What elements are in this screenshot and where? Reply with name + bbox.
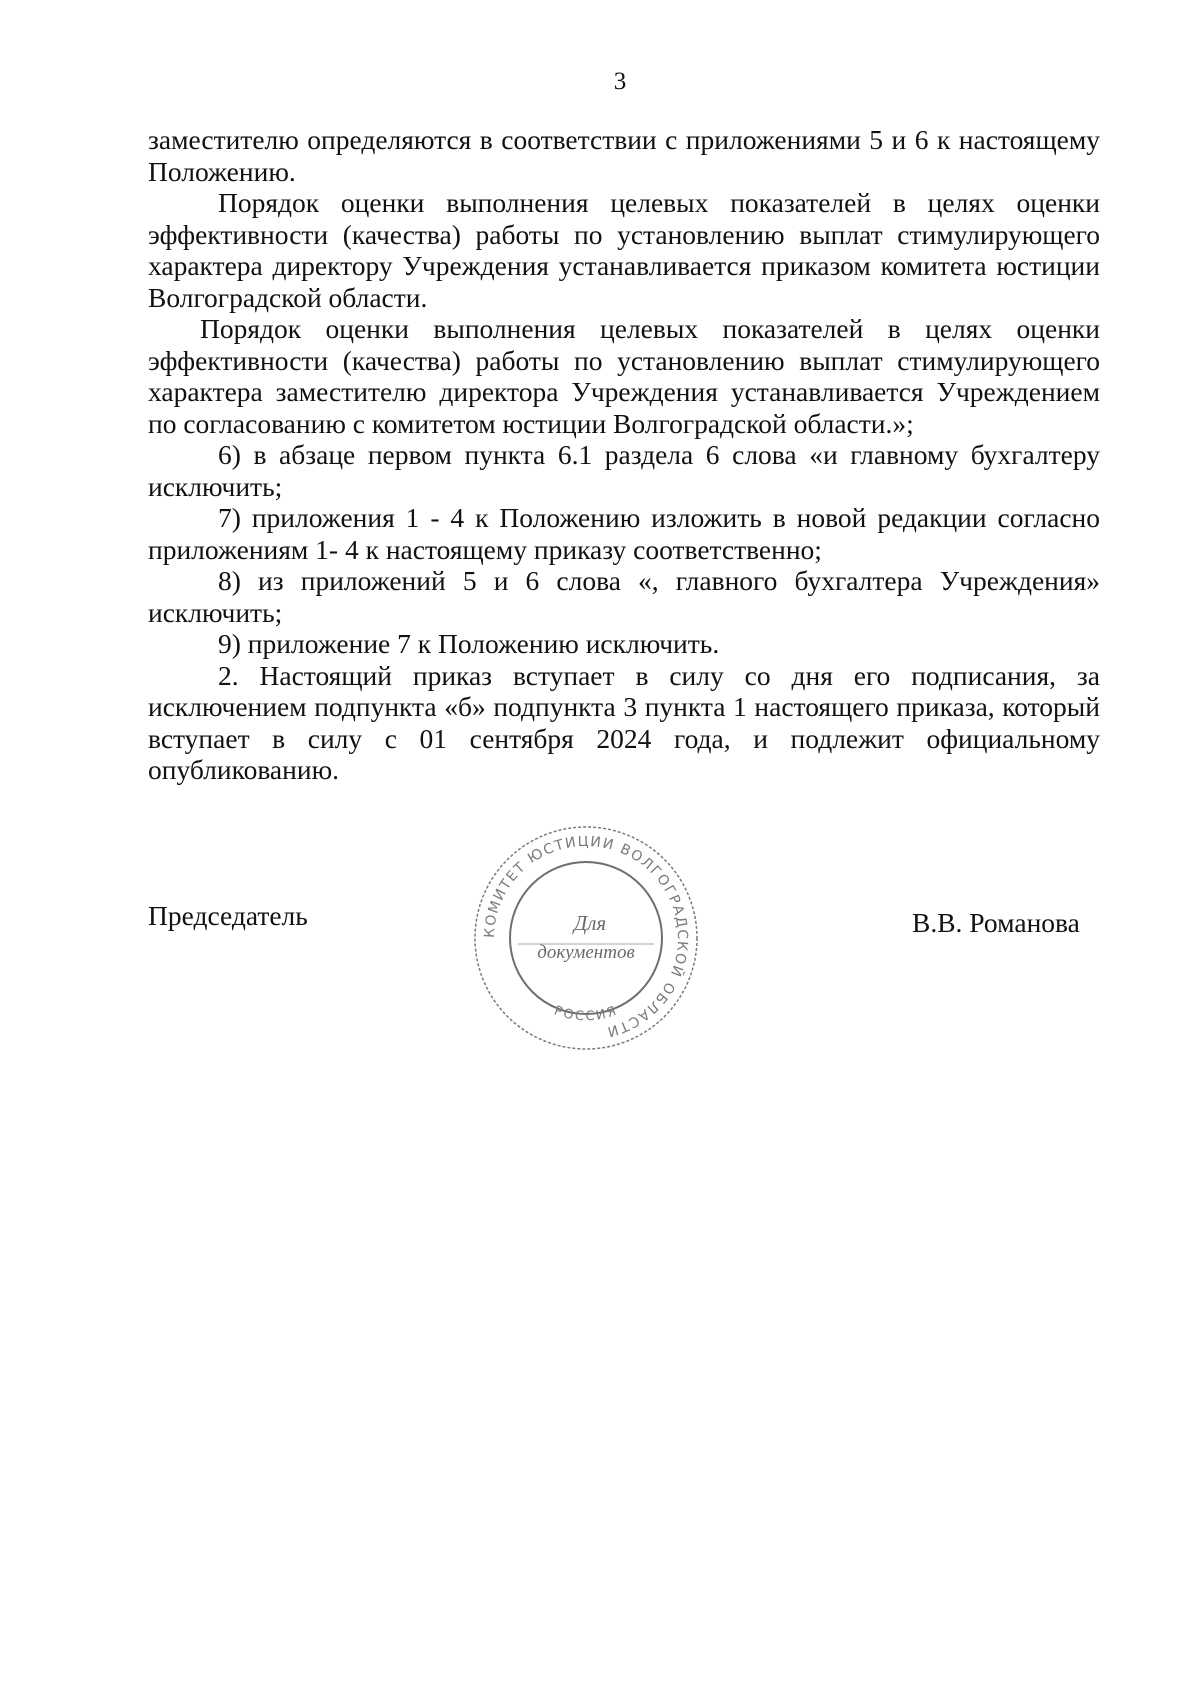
signature-name: В.В. Романова [912,907,1080,938]
signature-title: Председатель [148,900,308,931]
official-seal [470,822,702,1054]
seal-bottom-text: РОССИЯ [551,1003,620,1025]
document-body [148,124,1100,786]
paragraph-6: 8) из приложений 5 и 6 слова «, главного бухгалтера Учреждения» исключить; [148,565,1100,628]
paragraph-2: Порядок оценки выполнения целевых показателей в целях оценки эффективности (качества) работы по установлению выплат стимулирующего характера директору Учреждения устанавливается приказом комитета юстиции Волгоградской области. [148,187,1100,313]
paragraph-8: 2. Настоящий приказ вступает в силу со дня его подписания, за исключением подпункта «б» подпункта 3 пункта 1 настоящего приказа, который вступает в силу с 01 сентября 2024 года, и подлежит официальному опубликованию. [148,659,1100,785]
page-number: 3 [613,68,627,95]
paragraph-7: 9) приложение 7 к Положению исключить. [218,628,720,659]
paragraph-3: Порядок оценки выполнения целевых показателей в целях оценки эффективности (качества) работы по установлению выплат стимулирующего характера заместителю директора Учреждения устанавливается Учреждением по согласованию с комитетом юстиции Волгоградской области.»; [148,313,1100,439]
seal-center-line-2: документов [537,942,635,963]
seal-outer-text: КОМИТЕТ ЮСТИЦИИ ВОЛГОГРАДСКОЙ ОБЛАСТИ [481,833,691,1040]
paragraph-5: 7) приложения 1 - 4 к Положению изложить в новой редакции согласно приложениям 1- 4 к настоящему приказу соответственно; [148,502,1100,565]
paragraph-4: 6) в абзаце первом пункта 6.1 раздела 6 слова «и главному бухгалтеру исключить; [148,439,1100,502]
seal-center-line-1: Для [573,911,607,935]
seal-inner-ring [510,862,662,1014]
paragraph-1: заместителю определяются в соответствии с приложениями 5 и 6 к настоящему Положению. [148,124,1100,187]
